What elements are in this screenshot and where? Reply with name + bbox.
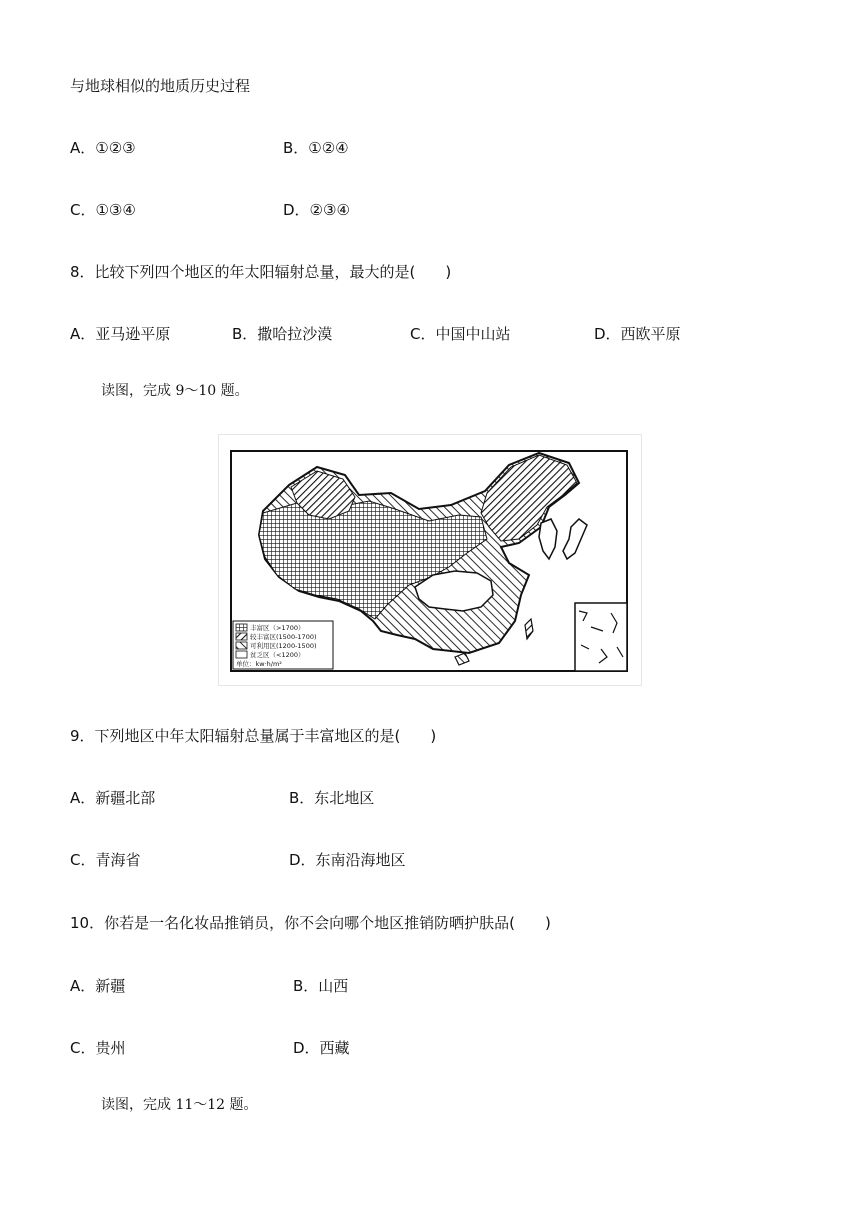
option-9c: C．青海省	[70, 851, 141, 869]
option-7a: A．①②③	[70, 139, 136, 157]
question-10: 10．你若是一名化妆品推销员，你不会向哪个地区推销防晒护肤品( )	[70, 914, 551, 932]
legend-unit: 单位：kw·h/m²	[236, 660, 282, 668]
china-solar-radiation-map	[218, 434, 642, 686]
option-10b: B．山西	[293, 977, 349, 995]
question-8: 8．比较下列四个地区的年太阳辐射总量，最大的是( )	[70, 263, 452, 281]
legend-usable: 可利用区(1200-1500)	[250, 642, 317, 650]
option-7b: B．①②④	[283, 139, 349, 157]
map-legend	[233, 621, 333, 669]
option-10c: C．贵州	[70, 1039, 126, 1057]
option-10d: D．西藏	[293, 1039, 350, 1057]
read-instruction-1: 读图，完成 9～10 题。	[101, 383, 249, 399]
legend-rich: 丰富区（>1700）	[250, 624, 305, 632]
option-8b: B．撒哈拉沙漠	[232, 325, 333, 343]
option-8c: C．中国中山站	[410, 325, 511, 343]
option-9d: D．东南沿海地区	[289, 851, 406, 869]
read-instruction-2: 读图，完成 11～12 题。	[101, 1097, 258, 1113]
option-8a: A．亚马逊平原	[70, 325, 171, 343]
option-7c: C．①③④	[70, 201, 136, 219]
option-9a: A．新疆北部	[70, 789, 156, 807]
option-9b: B．东北地区	[289, 789, 375, 807]
option-8d: D．西欧平原	[594, 325, 681, 343]
question-9: 9．下列地区中年太阳辐射总量属于丰富地区的是( )	[70, 727, 437, 745]
legend-fairly-rich: 较丰富区(1500-1700)	[250, 633, 317, 641]
option-7d: D．②③④	[283, 201, 350, 219]
legend-poor: 贫乏区（<1200）	[250, 651, 305, 659]
line-intro: 与地球相似的地质历史过程	[70, 77, 251, 95]
option-10a: A．新疆	[70, 977, 126, 995]
